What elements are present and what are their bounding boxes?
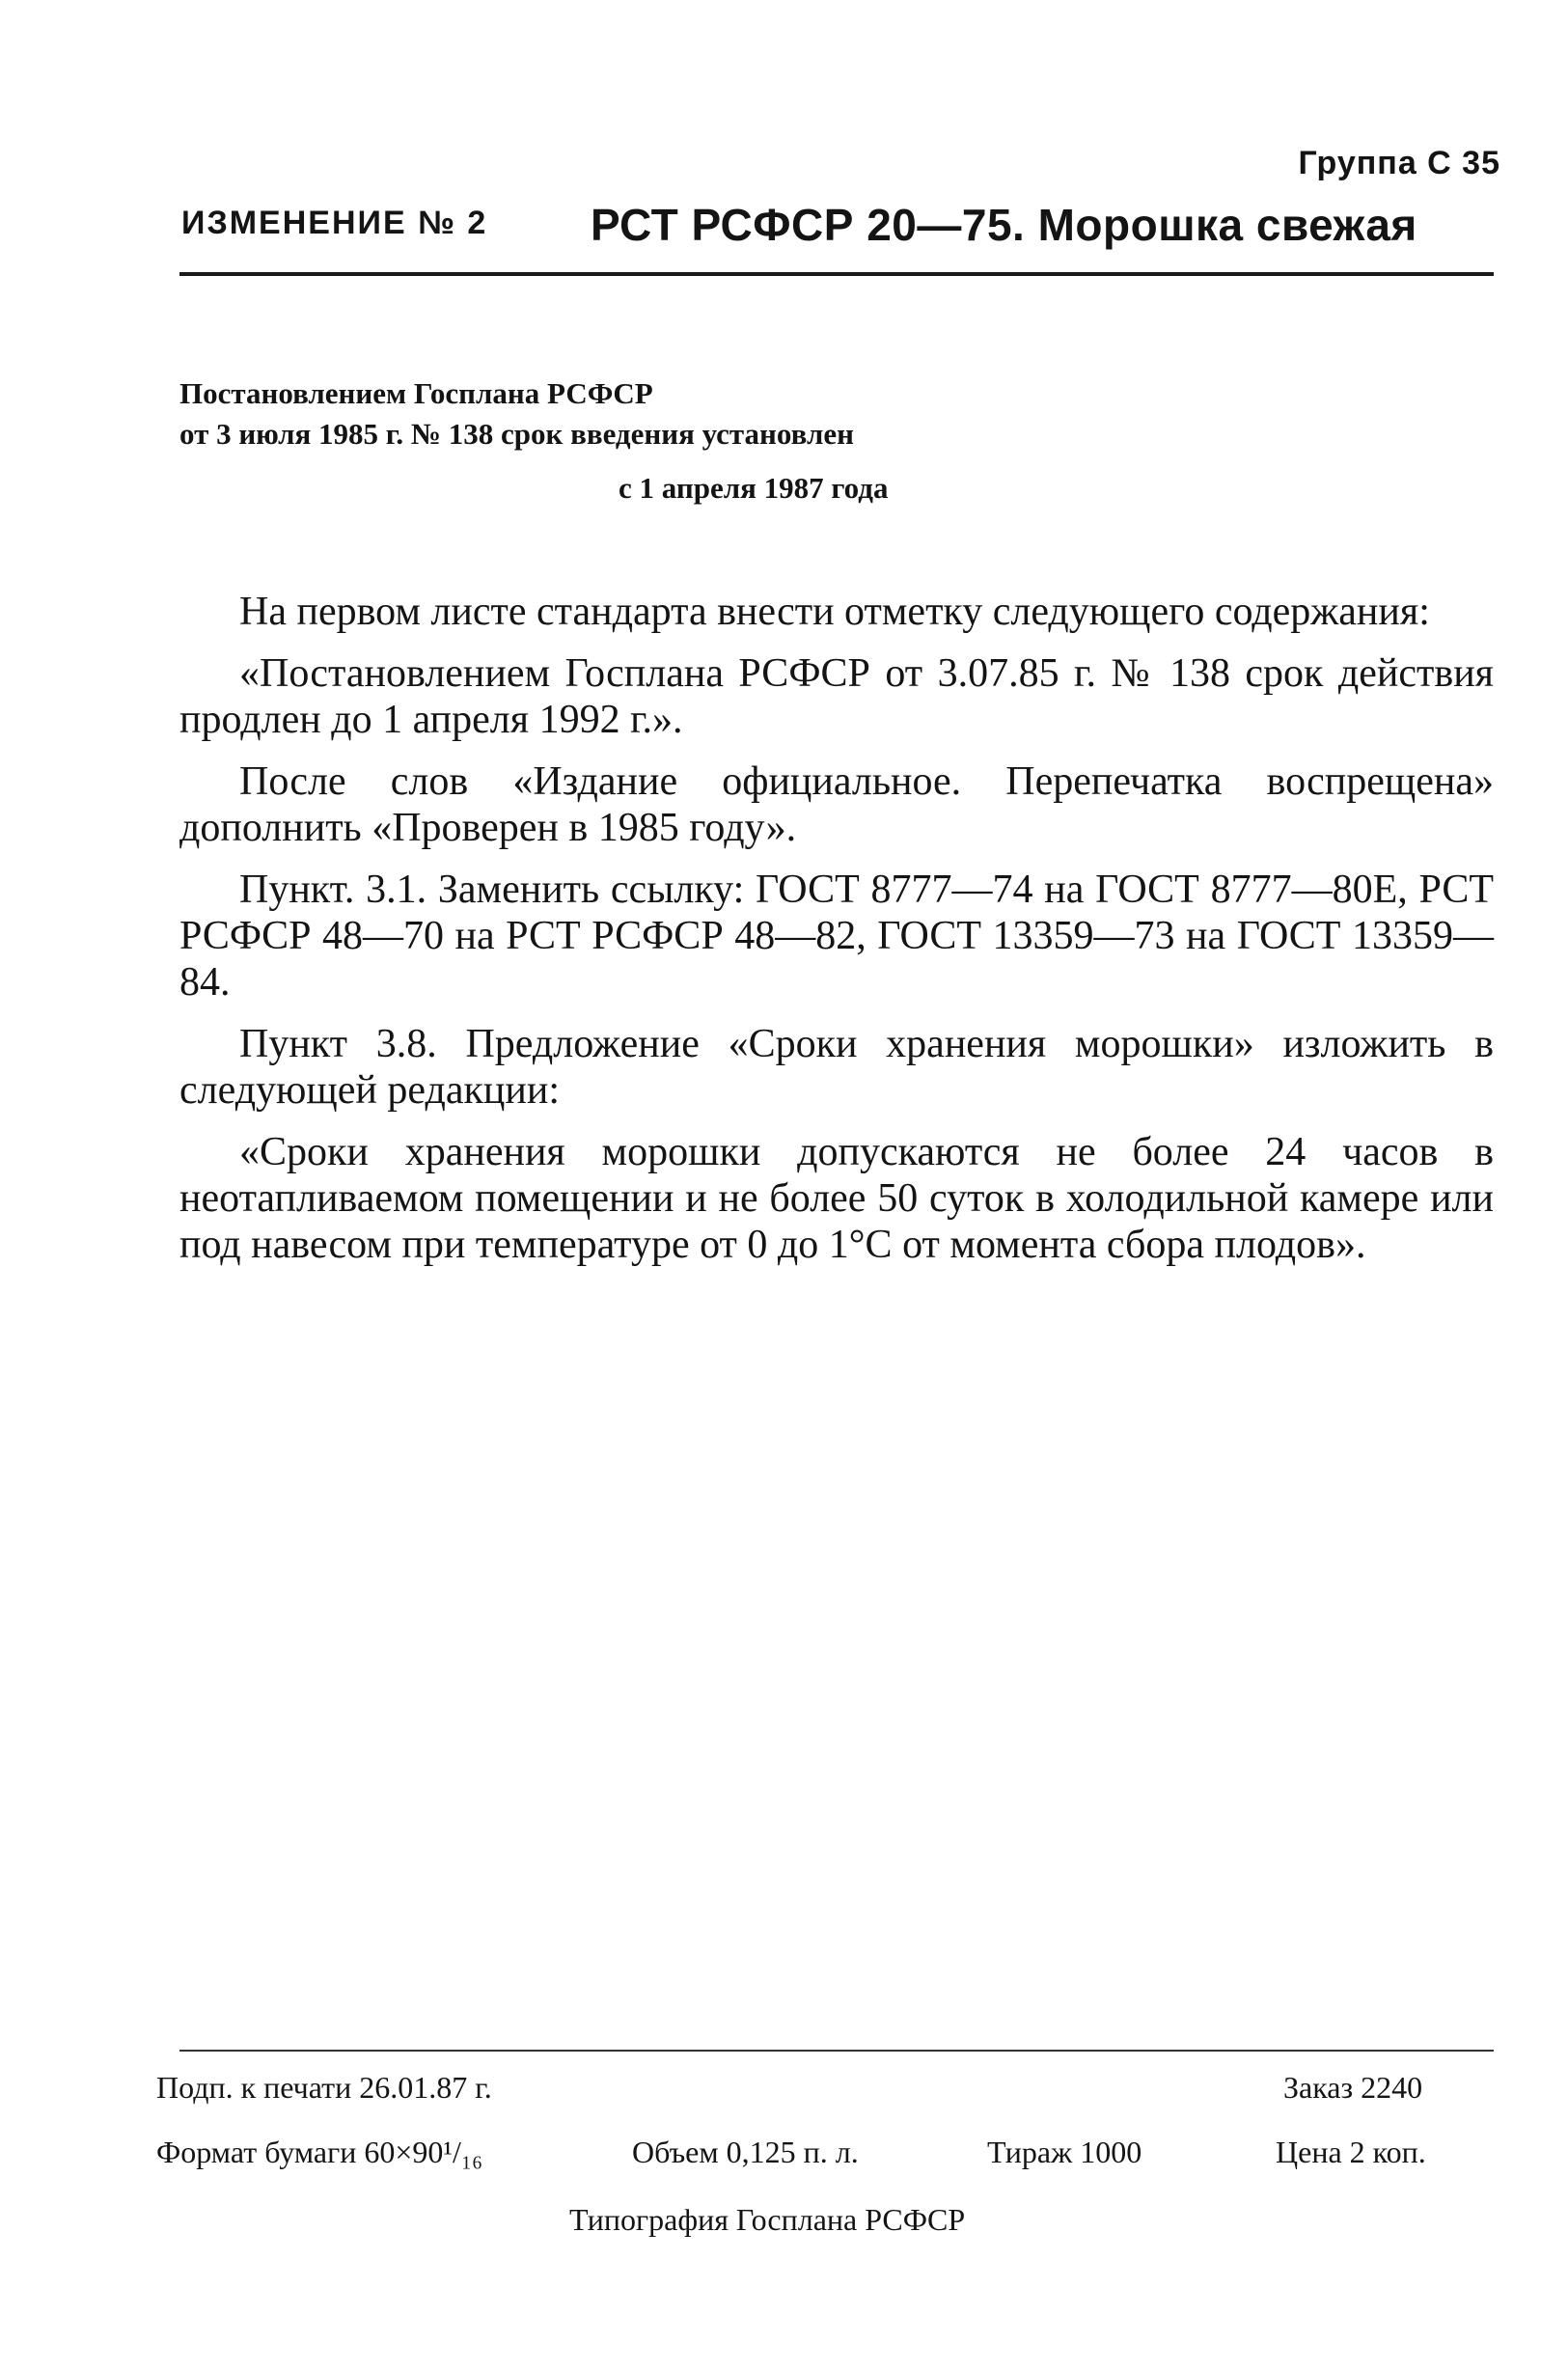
header-divider (179, 272, 1494, 276)
paragraph: «Сроки хранения морошки допускаются не более 24 часов в неотапливаемом помещении и не более 50 суток в холодильной камере или под навесом при температуре от 0 до 1°С от момента сбора плодов». (179, 1130, 1494, 1267)
decree-line-1: Постановлением Госплана РСФСР (179, 376, 653, 410)
paragraph: После слов «Издание официальное. Перепечатка воспрещена» дополнить «Проверен в 1985 году». (179, 759, 1494, 850)
decree-effective-date: с 1 апреля 1987 года (619, 471, 889, 505)
paragraph: На первом листе стандарта внести отметку следующего содержания: (239, 590, 1430, 634)
decree-line-2: от 3 июля 1985 г. № 138 срок введения установлен (179, 417, 854, 451)
order-number: Заказ 2240 (1283, 2070, 1423, 2105)
amendment-text (179, 589, 1494, 1283)
paragraph: Пункт 3.8. Предложение «Сроки хранения морошки» изложить в следующей редакции: (179, 1022, 1494, 1113)
print-run: Тираж 1000 (987, 2135, 1142, 2169)
change-number: ИЗМЕНЕНИЕ № 2 (181, 205, 488, 241)
signed-for-print: Подп. к печати 26.01.87 г. (156, 2070, 492, 2105)
standard-title: РСТ РСФСР 20—75. Морошка свежая (591, 200, 1417, 250)
paragraph: Пункт. 3.1. Заменить ссылку: ГОСТ 8777—74 на ГОСТ 8777—80Е, РСТ РСФСР 48—70 на РСТ РСФСР 48—82, ГОСТ 13359—73 на ГОСТ 13359—84. (179, 868, 1494, 1005)
price: Цена 2 коп. (1276, 2135, 1426, 2169)
footer-divider (179, 2050, 1494, 2052)
printer-name: Типография Госплана РСФСР (569, 2202, 966, 2237)
paragraph: «Постановлением Госплана РСФСР от 3.07.85 г. № 138 срок действия продлен до 1 апреля 1992 г.». (179, 651, 1494, 742)
volume: Объем 0,125 п. л. (632, 2135, 859, 2169)
paper-format: Формат бумаги 60×90¹/₁₆ (156, 2135, 483, 2169)
group-label: Группа С 35 (1298, 145, 1500, 181)
